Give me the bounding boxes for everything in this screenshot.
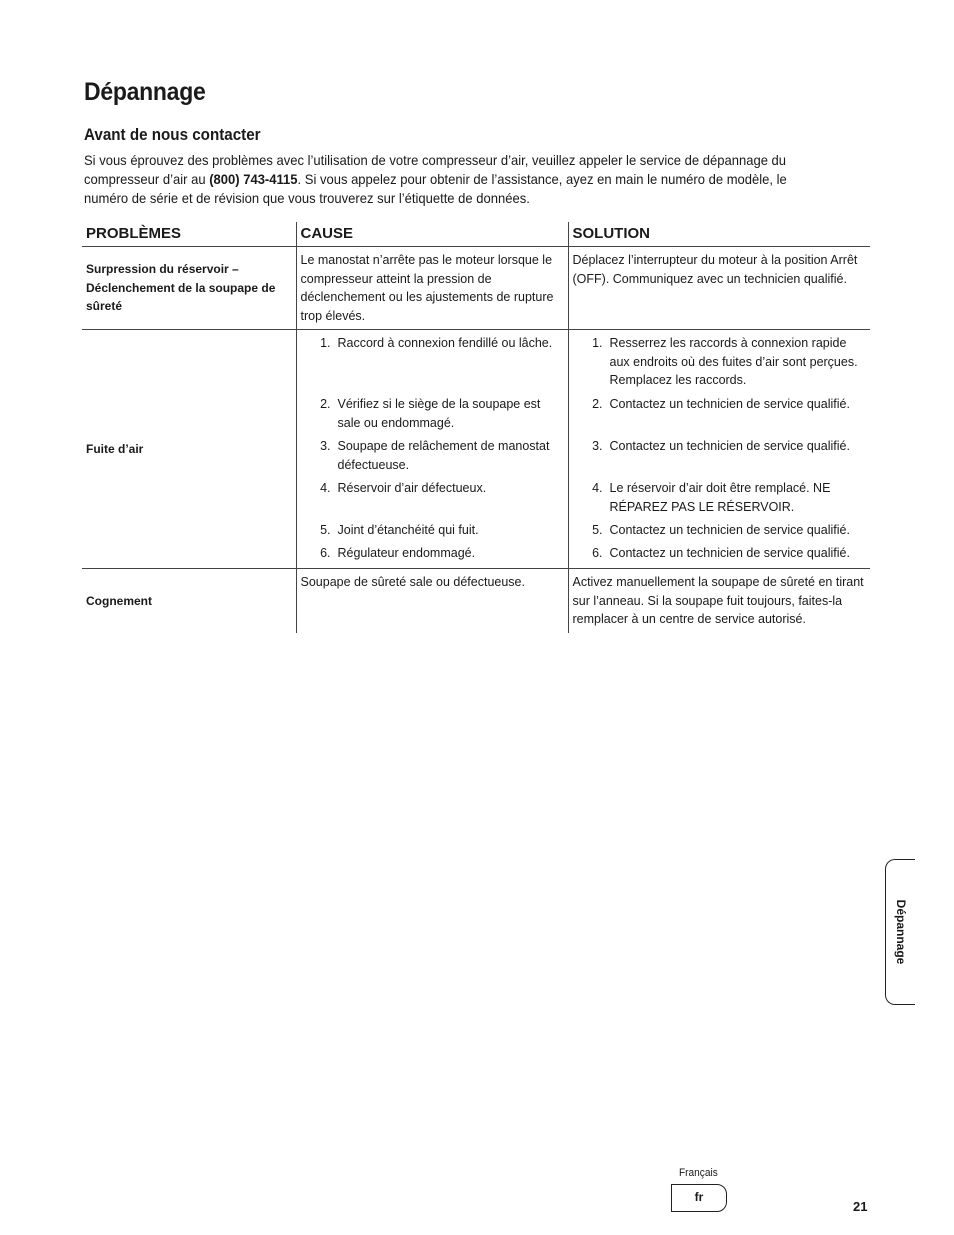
- cause-cell: Le manostat n’arrête pas le moteur lorsque le compresseur atteint la pression de déclenchement ou les ajustements de rupture trop élevés.: [296, 247, 568, 330]
- table-row: [82, 569, 870, 633]
- problem-cell: Cognement: [86, 593, 152, 608]
- intro-text: Si vous éprouvez des problèmes avec l’utilisation de votre compresseur d’air, veuillez appeler le service de dépannage du compresseur d’air au: [84, 152, 787, 187]
- list-item: 4. Réservoir d’air défectueux.: [320, 481, 487, 495]
- cause-list: [301, 334, 564, 564]
- intro-text-cont: . Si vous appelez pour obtenir de l’assistance, ayez en main le numéro de modèle, le numéro de série et de révision que vous trouverez sur l’étiquette de données.: [84, 171, 787, 206]
- list-item: 5. Joint d’étanchéité qui fuit.: [320, 523, 479, 537]
- side-tab-label: Dépannage: [893, 899, 908, 965]
- table-row: [82, 330, 870, 569]
- list-item: 6. Régulateur endommagé.: [320, 546, 476, 560]
- header-solution: SOLUTION: [568, 222, 870, 247]
- language-label: Français: [679, 1167, 718, 1179]
- list-item: 5. Contactez un technicien de service qualifié.: [592, 523, 850, 537]
- solution-cell: Déplacez l’interrupteur du moteur à la position Arrêt (OFF). Communiquez avec un technicien qualifié.: [568, 247, 870, 330]
- language-code: fr: [694, 1190, 704, 1204]
- problem-cell: Surpression du réservoir – Déclenchement de la soupape de sûreté: [82, 247, 296, 330]
- page-title: Dépannage: [84, 78, 206, 106]
- list-item: 4. Le réservoir d’air doit être remplacé. NE RÉPAREZ PAS LE RÉSERVOIR.: [592, 481, 831, 514]
- list-item: 1. Raccord à connexion fendillé ou lâche.: [320, 336, 553, 350]
- problem-cell: Fuite d’air: [82, 330, 296, 569]
- list-item: 6. Contactez un technicien de service qualifié.: [592, 546, 850, 560]
- section-subtitle: Avant de nous contacter: [84, 126, 261, 144]
- table-row: [82, 247, 870, 330]
- solution-list: [573, 334, 867, 564]
- list-item: 2. Vérifiez si le siège de la soupape est sale ou endommagé.: [320, 397, 541, 430]
- solution-cell: Activez manuellement la soupape de sûreté en tirant sur l’anneau. Si la soupape fuit toujours, faites-la remplacer à un centre de service autorisé.: [568, 569, 870, 633]
- list-item: 2. Contactez un technicien de service qualifié.: [592, 397, 850, 411]
- list-item: 3. Soupape de relâchement de manostat défectueuse.: [320, 439, 550, 472]
- solution-cell: [568, 330, 870, 569]
- list-item: 3. Contactez un technicien de service qualifié.: [592, 439, 850, 453]
- section-side-tab: [885, 859, 915, 1005]
- header-cause: CAUSE: [296, 222, 568, 247]
- troubleshooting-table: [82, 222, 870, 633]
- language-tab: [671, 1184, 727, 1212]
- support-phone: (800) 743-4115: [209, 171, 298, 187]
- header-problems: PROBLÈMES: [82, 222, 296, 247]
- cause-cell: Soupape de sûreté sale ou défectueuse.: [296, 569, 568, 633]
- page-number: 21: [853, 1199, 868, 1214]
- list-item: 1. Resserrez les raccords à connexion rapide aux endroits où des fuites d’air sont perçues. Remplacez les raccords.: [592, 336, 858, 387]
- intro-paragraph: [84, 151, 828, 208]
- cause-cell: [296, 330, 568, 569]
